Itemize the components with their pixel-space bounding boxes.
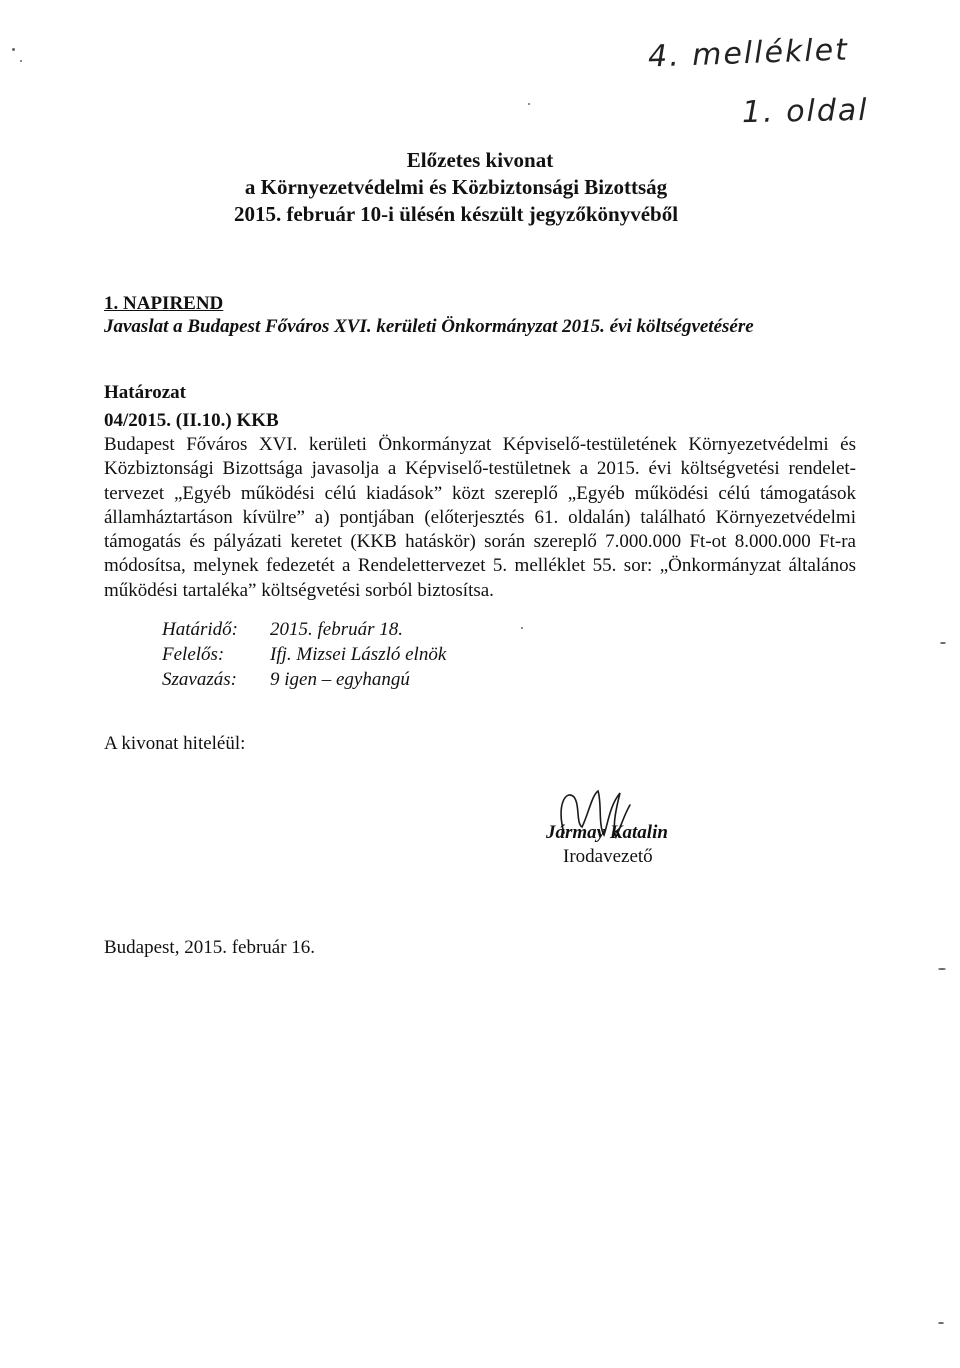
scan-speck xyxy=(938,1322,944,1324)
resolution-text: Budapest Főváros XVI. kerületi Önkormányzat Képviselő-testületének Környezetvédelmi és Közbiztonsági Bizottsága javasolja a Képviselő-testületnek a 2015. évi költségvetési rendelet-tervezet „Egyéb működési célú kiadások” közt szereplő „Egyéb működési célú támogatások államháztartáson kívülre” a) pontjában (előterjesztés 61. oldalán) található Környezetvédelmi támogatás és pályázati keretet (KKB hatáskör) során szereplő 7.000.000 Ft-ot 8.000.000 Ft-ra módosítsa, melynek fedezetét a Rendelettervezet 5. melléklet 55. sor: „Önkormányzat általános működési tartaléka” költségvetési sorból biztosítsa. xyxy=(104,434,856,601)
vote-value: 9 igen – egyhangú xyxy=(270,669,410,690)
vote-row xyxy=(162,667,446,692)
agenda-title: Javaslat a Budapest Főváros XVI. kerületi Önkormányzat 2015. évi költségvetésére xyxy=(104,316,754,337)
handwritten-annex-note: 4. melléklet xyxy=(647,32,850,75)
resolution-heading: Határozat xyxy=(104,382,186,403)
authentication-label: A kivonat hiteléül: xyxy=(104,733,246,754)
handwritten-page-note: 1. oldal xyxy=(741,92,869,131)
signatory-role: Irodavezető xyxy=(563,846,653,867)
scan-speck xyxy=(521,627,523,629)
agenda-number: 1. NAPIREND xyxy=(104,293,224,314)
scan-speck xyxy=(12,48,15,51)
resolution-number: 04/2015. (II.10.) KKB xyxy=(104,410,279,431)
resolution-body xyxy=(104,433,856,603)
scan-speck xyxy=(20,60,22,62)
responsible-row xyxy=(162,642,446,667)
place-and-date: Budapest, 2015. február 16. xyxy=(104,937,316,958)
responsible-value: Ifj. Mizsei László elnök xyxy=(270,644,447,665)
doc-title-line1: Előzetes kivonat xyxy=(406,148,554,172)
deadline-label: Határidő: xyxy=(162,619,238,640)
vote-label: Szavazás: xyxy=(162,669,237,690)
deadline-value: 2015. február 18. xyxy=(270,619,403,640)
doc-title-line3: 2015. február 10-i ülésén készült jegyzőkönyvéből xyxy=(233,202,679,226)
responsible-label: Felelős: xyxy=(162,644,225,665)
scan-speck xyxy=(528,103,530,105)
deadline-row xyxy=(162,617,446,642)
signatory-name: Jármay Katalin xyxy=(546,822,668,843)
scan-speck xyxy=(938,968,946,970)
resolution-meta xyxy=(162,617,446,692)
doc-title-line2: a Környezetvédelmi és Közbiztonsági Bizottság xyxy=(244,175,668,199)
scan-speck xyxy=(940,642,946,644)
